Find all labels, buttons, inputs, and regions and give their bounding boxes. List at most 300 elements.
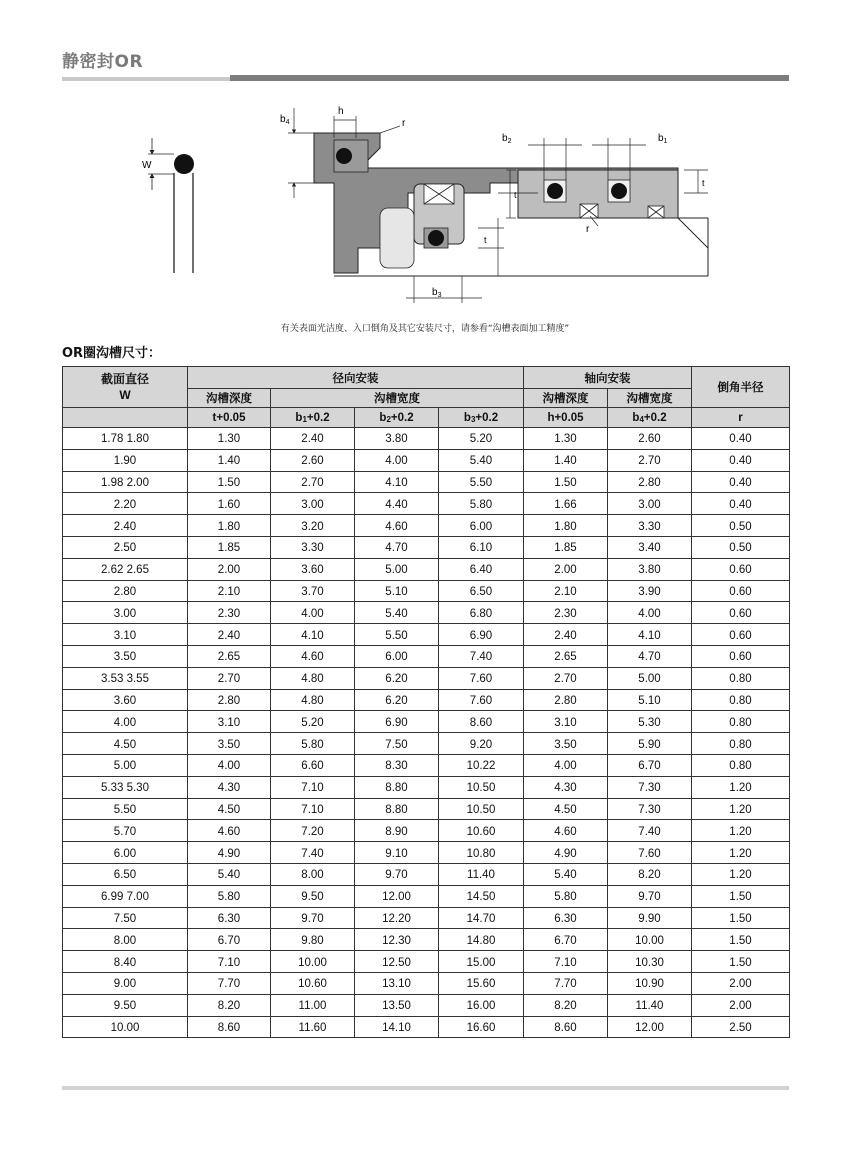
table-cell	[692, 515, 790, 537]
table-cell	[439, 754, 524, 776]
r-dim-label: r	[402, 118, 406, 129]
cell-value: 1.20	[729, 782, 752, 795]
table-cell	[271, 471, 355, 493]
table-row	[63, 842, 790, 864]
table-cell	[524, 972, 608, 994]
table-cell	[63, 842, 188, 864]
table-cell	[439, 798, 524, 820]
table-cell	[692, 929, 790, 951]
cell-value: 2.80	[554, 694, 577, 707]
table-cell	[692, 667, 790, 689]
cell-value: 1.66	[554, 498, 577, 511]
cell-value: 3.60	[113, 694, 137, 707]
table-cell	[524, 689, 608, 711]
table-cell	[608, 558, 692, 580]
cell-value: 0.80	[729, 694, 752, 707]
table-cell	[355, 885, 439, 907]
cell-value: 5.80	[301, 738, 324, 751]
table-cell	[692, 951, 790, 973]
table-cell	[63, 863, 188, 885]
cell-value: 2.40	[217, 629, 241, 642]
cell-value: 5.50	[385, 629, 408, 642]
title-rule-dark	[230, 75, 789, 81]
cell-value: 5.50	[113, 803, 137, 816]
table-cell	[439, 580, 524, 602]
t-dim-label-2: t	[514, 190, 517, 200]
cell-value: 2.70	[301, 476, 324, 489]
table-cell	[608, 994, 692, 1016]
b4-dim-label: $b_4$	[280, 114, 290, 126]
table-cell	[63, 733, 188, 755]
table-body	[63, 428, 790, 1038]
table-cell	[271, 994, 355, 1016]
header-r: r	[692, 408, 790, 428]
cell-value: 7.60	[469, 694, 493, 707]
table-cell	[439, 972, 524, 994]
cell-value: 2.62 2.65	[101, 564, 149, 577]
cell-value: 6.20	[385, 673, 408, 686]
table-cell	[692, 907, 790, 929]
table-cell	[439, 1016, 524, 1038]
header-axial: 轴向安装	[524, 367, 692, 389]
table-row	[63, 820, 790, 842]
cell-value: 0.60	[729, 651, 752, 664]
table-cell	[524, 885, 608, 907]
table-cell	[692, 863, 790, 885]
table-cell	[692, 754, 790, 776]
table-cell	[63, 1016, 188, 1038]
table-cell	[188, 428, 271, 450]
cell-value: 2.40	[301, 433, 324, 446]
table-cell	[355, 667, 439, 689]
table-cell	[271, 558, 355, 580]
table-cell	[271, 493, 355, 515]
cell-value: 1.50	[729, 891, 752, 904]
cell-value: 6.60	[301, 760, 324, 773]
cell-value: 9.10	[385, 847, 408, 860]
table-cell	[188, 645, 271, 667]
table-row	[63, 558, 790, 580]
cell-value: 0.40	[729, 498, 752, 511]
cell-value: 8.60	[217, 1021, 241, 1034]
cell-value: 4.70	[385, 542, 408, 555]
cell-value: 2.20	[113, 498, 137, 511]
table-heading: OR圈沟槽尺寸：	[62, 346, 162, 361]
table-cell	[608, 689, 692, 711]
cell-value: 1.20	[729, 803, 752, 816]
table-cell	[439, 645, 524, 667]
table-cell	[608, 929, 692, 951]
table-row	[63, 689, 790, 711]
cell-value: 4.50	[554, 803, 577, 816]
b3-dim-label: $b_3$	[432, 287, 442, 299]
table-cell	[271, 733, 355, 755]
table-cell	[271, 754, 355, 776]
table-cell	[524, 907, 608, 929]
cell-value: 8.80	[385, 782, 408, 795]
table-cell	[355, 972, 439, 994]
table-cell	[63, 624, 188, 646]
table-cell	[524, 558, 608, 580]
cell-value: 0.60	[729, 585, 752, 598]
table-cell	[692, 994, 790, 1016]
cell-value: 4.00	[113, 716, 137, 729]
cell-value: 3.30	[301, 542, 324, 555]
table-row	[63, 580, 790, 602]
cell-value: 1.80	[554, 520, 577, 533]
cell-value: 5.00	[113, 760, 137, 773]
cell-value: 4.40	[385, 498, 408, 511]
cell-value: 3.00	[638, 498, 661, 511]
table-row	[63, 972, 790, 994]
table-cell	[608, 667, 692, 689]
cell-value: 5.33 5.30	[101, 782, 149, 795]
cell-value: 3.10	[217, 716, 241, 729]
header-w-label-1: 截面直径	[100, 372, 149, 386]
table-cell	[355, 929, 439, 951]
table-cell	[355, 733, 439, 755]
cell-value: 2.40	[554, 629, 577, 642]
table-cell	[355, 951, 439, 973]
cell-value: 10.00	[635, 934, 664, 947]
table-cell	[271, 885, 355, 907]
table-cell	[692, 842, 790, 864]
table-cell	[188, 951, 271, 973]
table-cell	[63, 428, 188, 450]
table-cell	[271, 951, 355, 973]
cell-value: 8.40	[113, 956, 137, 969]
cell-value: 3.80	[385, 433, 408, 446]
table-cell	[439, 863, 524, 885]
table-cell	[692, 820, 790, 842]
cell-value: 1.85	[217, 542, 241, 555]
table-cell	[188, 820, 271, 842]
cell-value: 9.50	[301, 891, 324, 904]
cell-value: 5.80	[217, 891, 241, 904]
table-cell	[188, 972, 271, 994]
table-cell	[188, 558, 271, 580]
header-groove-width: 沟槽宽度	[271, 389, 524, 408]
table-cell	[63, 471, 188, 493]
cell-value: 8.20	[217, 1000, 241, 1013]
cell-value: 6.00	[113, 847, 137, 860]
table-cell	[188, 602, 271, 624]
table-cell	[355, 645, 439, 667]
header-chamfer: 倒角半径	[692, 367, 790, 408]
cell-value: 3.90	[638, 585, 661, 598]
table-cell	[271, 820, 355, 842]
table-cell	[692, 428, 790, 450]
table-cell	[692, 733, 790, 755]
cell-value: 7.40	[638, 825, 661, 838]
table-cell	[524, 929, 608, 951]
header-radial: 径向安装	[188, 367, 524, 389]
table-cell	[63, 798, 188, 820]
groove-dimension-table	[62, 366, 790, 1038]
table-cell	[188, 536, 271, 558]
table-cell	[439, 820, 524, 842]
table-cell	[355, 798, 439, 820]
table-cell	[692, 972, 790, 994]
table-cell	[524, 493, 608, 515]
cell-value: 6.30	[554, 912, 577, 925]
cell-value: 5.80	[554, 891, 577, 904]
table-cell	[355, 493, 439, 515]
table-cell	[271, 907, 355, 929]
cell-value: 7.60	[638, 847, 661, 860]
cell-value: 10.00	[110, 1021, 140, 1034]
cell-value: 1.80	[217, 520, 241, 533]
header-b1-tol: $b_1+0.2$	[271, 408, 355, 428]
table-cell	[439, 602, 524, 624]
cell-value: 9.20	[469, 738, 493, 751]
header-b4-tol: $b_4+0.2$	[608, 408, 692, 428]
table-row	[63, 667, 790, 689]
table-row	[63, 624, 790, 646]
table-cell	[524, 580, 608, 602]
header-axial-groove-width: 沟槽宽度	[608, 389, 692, 408]
table-cell	[271, 842, 355, 864]
cell-value: 4.00	[638, 607, 661, 620]
table-cell	[188, 733, 271, 755]
cell-value: 2.10	[217, 585, 241, 598]
cell-value: 11.60	[298, 1021, 327, 1034]
cell-value: 6.99 7.00	[101, 891, 149, 904]
cell-value: 2.00	[554, 564, 577, 577]
cell-value: 4.00	[554, 760, 577, 773]
table-row	[63, 515, 790, 537]
table-cell	[692, 536, 790, 558]
table-cell	[63, 907, 188, 929]
w-dim-label: W	[142, 160, 152, 171]
table-cell	[692, 711, 790, 733]
cell-value: 10.50	[466, 803, 496, 816]
cell-value: 8.00	[301, 869, 324, 882]
cell-value: 2.65	[217, 651, 241, 664]
table-cell	[63, 820, 188, 842]
cell-value: 1.50	[729, 934, 752, 947]
cell-value: 5.50	[469, 476, 493, 489]
table-cell	[63, 558, 188, 580]
table-cell	[271, 1016, 355, 1038]
cell-value: 3.50	[554, 738, 577, 751]
cell-value: 0.50	[729, 520, 752, 533]
table-cell	[608, 645, 692, 667]
cell-value: 11.00	[298, 1000, 327, 1013]
table-cell	[439, 885, 524, 907]
table-cell	[188, 798, 271, 820]
table-cell	[608, 449, 692, 471]
cell-value: 7.40	[301, 847, 324, 860]
cell-value: 1.50	[554, 476, 577, 489]
cell-value: 3.10	[554, 716, 577, 729]
cell-value: 5.30	[638, 716, 661, 729]
table-cell	[355, 580, 439, 602]
table-cell	[692, 580, 790, 602]
cell-value: 2.30	[554, 607, 577, 620]
table-cell	[355, 428, 439, 450]
cell-value: 2.40	[113, 520, 137, 533]
cell-value: 7.70	[217, 978, 241, 991]
table-cell	[63, 754, 188, 776]
table-cell	[355, 776, 439, 798]
table-row	[63, 428, 790, 450]
table-cell	[524, 798, 608, 820]
cell-value: 10.22	[466, 760, 496, 773]
cell-value: 8.20	[554, 1000, 577, 1013]
table-cell	[608, 624, 692, 646]
cell-value: 5.40	[217, 869, 241, 882]
cell-value: 3.00	[113, 607, 137, 620]
table-cell	[188, 907, 271, 929]
table-cell	[439, 558, 524, 580]
t-dim-label-3: t	[702, 178, 705, 188]
cell-value: 6.00	[385, 651, 408, 664]
table-cell	[355, 689, 439, 711]
cell-value: 3.70	[301, 585, 324, 598]
table-cell	[439, 951, 524, 973]
cell-value: 7.10	[301, 782, 324, 795]
table-cell	[524, 428, 608, 450]
cell-value: 7.50	[113, 912, 137, 925]
cell-value: 8.90	[385, 825, 408, 838]
table-cell	[524, 754, 608, 776]
cell-value: 1.50	[217, 476, 241, 489]
table-cell	[355, 994, 439, 1016]
table-cell	[63, 689, 188, 711]
table-cell	[608, 428, 692, 450]
cell-value: 1.30	[217, 433, 241, 446]
cell-value: 6.00	[469, 520, 493, 533]
cell-value: 6.90	[385, 716, 408, 729]
table-cell	[188, 929, 271, 951]
cell-value: 3.00	[301, 498, 324, 511]
table-cell	[524, 1016, 608, 1038]
diagram-note: 有关表面光洁度、入口倒角及其它安装尺寸，请参看“沟槽表面加工精度”	[280, 324, 570, 334]
table-cell	[271, 624, 355, 646]
cell-value: 16.00	[466, 1000, 496, 1013]
cell-value: 2.70	[554, 673, 577, 686]
table-cell	[524, 624, 608, 646]
cell-value: 8.60	[554, 1021, 577, 1034]
footer-rule	[62, 1086, 789, 1090]
table-cell	[524, 471, 608, 493]
cell-value: 4.60	[554, 825, 577, 838]
header-b2-tol: $b_2+0.2$	[355, 408, 439, 428]
cell-value: 8.60	[469, 716, 493, 729]
table-cell	[439, 842, 524, 864]
table-cell	[608, 798, 692, 820]
cell-value: 14.10	[382, 1021, 411, 1034]
table-cell	[355, 711, 439, 733]
cell-value: 13.50	[382, 1000, 411, 1013]
cell-value: 2.80	[638, 476, 661, 489]
cell-value: 7.20	[301, 825, 324, 838]
cell-value: 0.80	[729, 738, 752, 751]
cell-value: 4.60	[217, 825, 241, 838]
table-cell	[355, 624, 439, 646]
cell-value: 11.40	[635, 1000, 664, 1013]
cell-value: 1.20	[729, 847, 752, 860]
table-cell	[355, 842, 439, 864]
cell-value: 6.90	[469, 629, 493, 642]
table-cell	[355, 449, 439, 471]
table-cell	[271, 515, 355, 537]
header-w-blank	[63, 408, 188, 428]
cell-value: 8.30	[385, 760, 408, 773]
cell-value: 6.10	[469, 542, 493, 555]
cell-value: 9.70	[638, 891, 661, 904]
b1-dim-label: $b_1$	[658, 133, 668, 145]
table-cell	[524, 776, 608, 798]
table-cell	[355, 515, 439, 537]
table-cell	[524, 645, 608, 667]
table-cell	[188, 842, 271, 864]
cell-value: 4.00	[301, 607, 324, 620]
cell-value: 7.40	[469, 651, 493, 664]
table-cell	[692, 471, 790, 493]
cell-value: 3.40	[638, 542, 661, 555]
table-cell	[608, 602, 692, 624]
cell-value: 7.30	[638, 803, 661, 816]
table-cell	[188, 1016, 271, 1038]
cell-value: 0.60	[729, 607, 752, 620]
cell-value: 10.80	[466, 847, 496, 860]
table-cell	[524, 994, 608, 1016]
cell-value: 5.00	[638, 673, 661, 686]
table-cell	[524, 951, 608, 973]
table-cell	[271, 645, 355, 667]
cell-value: 2.00	[217, 564, 241, 577]
table-cell	[271, 536, 355, 558]
table-row	[63, 776, 790, 798]
table-cell	[439, 733, 524, 755]
header-axial-groove-depth: 沟槽深度	[524, 389, 608, 408]
page-title: 静密封OR	[62, 52, 144, 72]
table-cell	[608, 907, 692, 929]
table-cell	[271, 602, 355, 624]
cell-value: 4.30	[554, 782, 577, 795]
table-cell	[439, 515, 524, 537]
header-h-tol: h+0.05	[524, 408, 608, 428]
table-cell	[271, 972, 355, 994]
table-cell	[355, 471, 439, 493]
cell-value: 11.40	[467, 869, 495, 882]
table-row	[63, 863, 790, 885]
cell-value: 2.65	[554, 651, 577, 664]
header-w-label-2: W	[119, 388, 131, 402]
cell-value: 4.90	[217, 847, 241, 860]
table-cell	[355, 820, 439, 842]
cell-value: 5.80	[469, 498, 493, 511]
table-cell	[608, 951, 692, 973]
table-cell	[439, 667, 524, 689]
table-row	[63, 471, 790, 493]
table-cell	[63, 645, 188, 667]
table-cell	[608, 754, 692, 776]
cell-value: 0.40	[729, 433, 752, 446]
table-cell	[439, 907, 524, 929]
table-cell	[608, 820, 692, 842]
cell-value: 3.50	[113, 651, 137, 664]
cell-value: 3.53 3.55	[101, 673, 149, 686]
table-cell	[608, 471, 692, 493]
cell-value: 12.00	[635, 1021, 664, 1034]
cell-value: 9.00	[113, 978, 137, 991]
header-w	[63, 367, 188, 408]
cell-value: 4.10	[385, 476, 408, 489]
cell-value: 4.10	[301, 629, 324, 642]
